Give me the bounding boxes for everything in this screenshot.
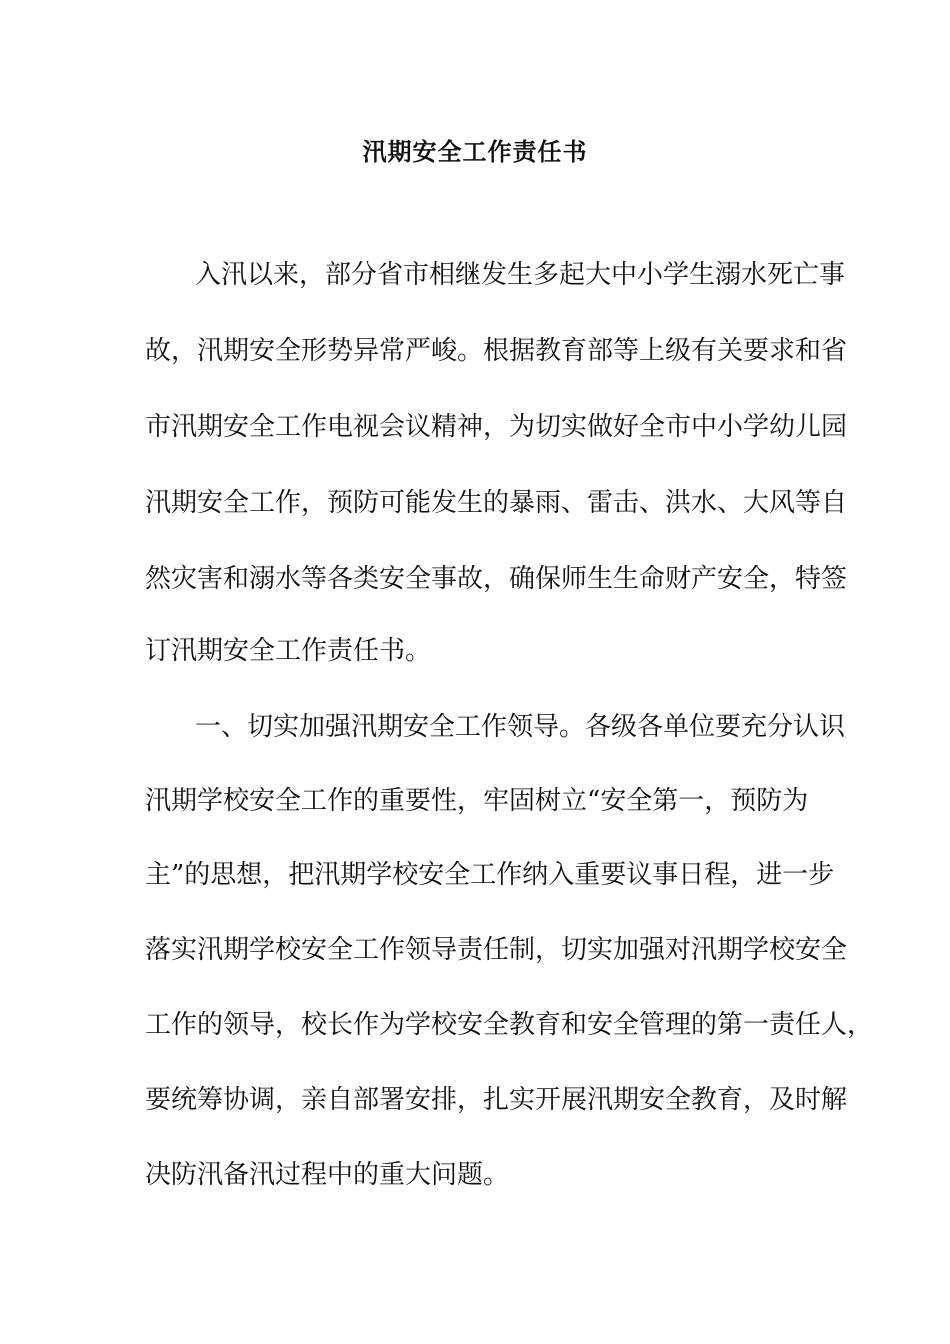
paragraph-line: 入汛以来，部分省市相继发生多起大中小学生溺水死亡事 [195,260,846,290]
paragraph-line: 然灾害和溺水等各类安全事故，确保师生生命财产安全，特签 [145,564,848,594]
paragraph-line: 主”的思想，把汛期学校安全工作纳入重要议事日程，进一步 [145,860,835,890]
paragraph-line: 工作的领导，校长作为学校安全教育和安全管理的第一责任人， [145,1010,874,1040]
paragraph-line: 汛期安全工作，预防可能发生的暴雨、雷击、洪水、大风等自 [145,488,848,518]
paragraph-line: 落实汛期学校安全工作领导责任制，切实加强对汛期学校安全 [145,935,848,965]
paragraph-line: 决防汛备汛过程中的重大问题。 [145,1160,510,1190]
paragraph-line: 订汛期安全工作责任书。 [145,636,432,666]
document-title: 汛期安全工作责任书 [362,137,588,166]
paragraph-line: 汛期学校安全工作的重要性，牢固树立“安全第一，预防为 [145,786,809,816]
paragraph-line: 市汛期安全工作电视会议精神，为切实做好全市中小学幼儿园 [145,412,848,442]
paragraph-line: 故，汛期安全形势异常严峻。根据教育部等上级有关要求和省 [145,336,848,366]
paragraph-line: 要统筹协调，亲自部署安排，扎实开展汛期安全教育，及时解 [145,1085,848,1115]
paragraph-line: 一、切实加强汛期安全工作领导。各级各单位要充分认识 [195,712,846,742]
